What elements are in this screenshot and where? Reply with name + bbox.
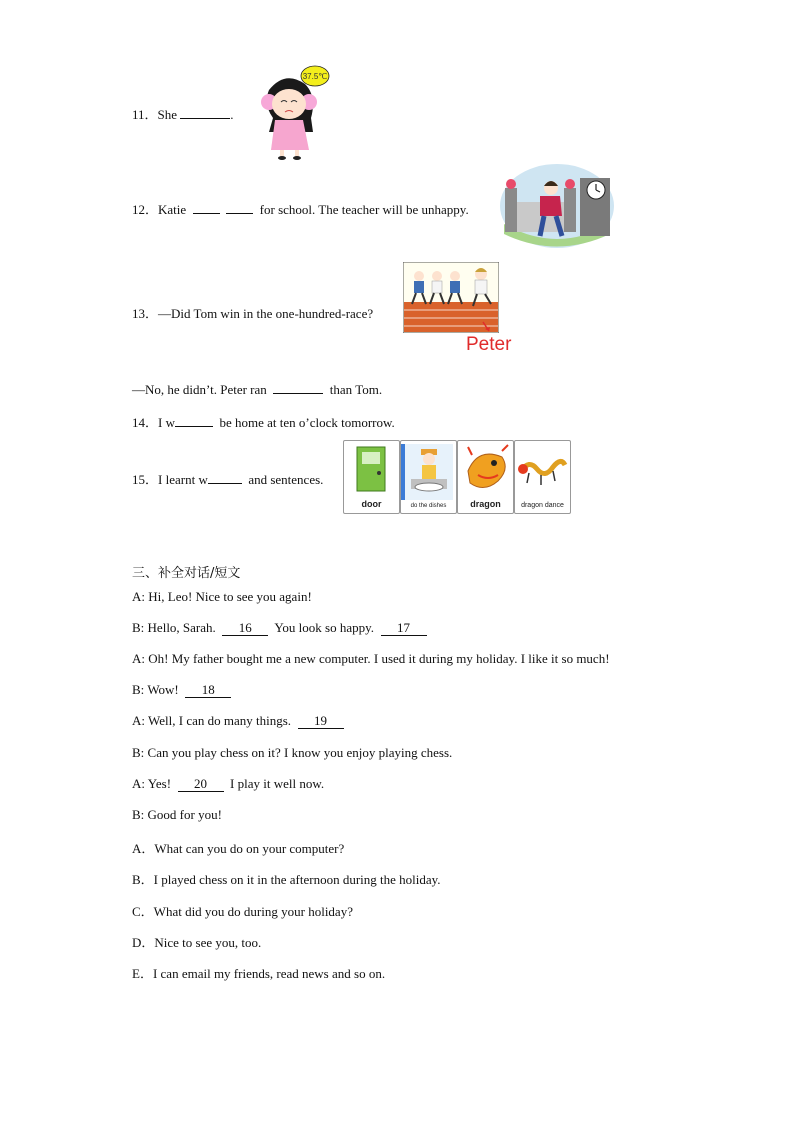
question-number: 14． [132, 415, 159, 430]
speaker-label: A: [132, 589, 145, 604]
speaker-label: B: [132, 682, 145, 697]
speaker-label: B: [132, 620, 145, 635]
option-label: E． [132, 966, 153, 981]
card-label: dragon [470, 499, 501, 509]
question-number: 12． [132, 202, 159, 217]
school-gate-left [505, 188, 517, 232]
left-shoe [278, 156, 286, 160]
period: . [230, 107, 234, 122]
blank-16[interactable]: 16 [222, 621, 268, 636]
blank-18[interactable]: 18 [185, 683, 231, 698]
option-label: A． [132, 841, 155, 856]
dialogue-line-2 [132, 620, 427, 636]
word-card-dragon [457, 440, 514, 514]
question-11 [132, 104, 234, 123]
word-card-do-the-dishes [400, 440, 457, 514]
question-text-end: for school. The teacher will be unhappy. [259, 202, 469, 217]
option-a[interactable] [132, 838, 344, 857]
door-icon [344, 441, 399, 499]
speaker-label: B: [132, 807, 145, 822]
question-text-end: and sentences. [248, 472, 324, 487]
option-e[interactable] [132, 963, 385, 982]
speaker-label: A: [132, 713, 145, 728]
temperature-label: 37.5℃ [302, 72, 328, 81]
question-text: —Did Tom win in the one-hundred-race? [158, 306, 374, 321]
word-card-dragon-dance [514, 440, 571, 514]
option-b[interactable] [132, 869, 441, 888]
section-heading: 三、补全对话/短文 [132, 566, 241, 581]
running-race-illustration [403, 262, 499, 333]
option-text: What did you do during your holiday? [153, 904, 353, 919]
answer-blank[interactable] [208, 471, 242, 484]
dialogue-text: Yes! [147, 776, 172, 791]
blank-17[interactable]: 17 [381, 621, 427, 636]
dialogue-line-1 [132, 589, 312, 605]
answer-text: —No, he didn’t. Peter ran [132, 382, 267, 397]
question-13 [132, 303, 373, 322]
option-text: Nice to see you, too. [154, 935, 262, 950]
answer-blank-2[interactable] [226, 201, 253, 214]
dialogue-text: I play it well now. [230, 776, 325, 791]
question-14 [132, 412, 395, 431]
answer-blank[interactable] [273, 381, 323, 394]
word-card-door [343, 440, 400, 514]
sick-girl-illustration [255, 62, 335, 164]
dialogue-line-7 [132, 776, 324, 792]
dialogue-text: You look so happy. [274, 620, 374, 635]
question-text: She [157, 107, 178, 122]
dialogue-text: Well, I can do many things. [148, 713, 292, 728]
gate-lamp [565, 179, 575, 189]
option-c[interactable] [132, 901, 353, 920]
option-text: I played chess on it in the afternoon during the holiday. [153, 872, 441, 887]
question-text: I w [158, 415, 175, 430]
card-label: door [361, 499, 382, 509]
answer-text-end: than Tom. [329, 382, 383, 397]
dialogue-line-5 [132, 713, 344, 729]
question-text-end: be home at ten o’clock tomorrow. [219, 415, 395, 430]
blank-20[interactable]: 20 [178, 777, 224, 792]
option-label: C． [132, 904, 154, 919]
option-d[interactable] [132, 932, 261, 951]
gate-lamp [506, 179, 516, 189]
dialogue-text: Hello, Sarah. [147, 620, 216, 635]
blank-19[interactable]: 19 [298, 714, 344, 729]
option-label: B． [132, 872, 154, 887]
dialogue-line-4 [132, 682, 231, 698]
question-15 [132, 469, 323, 488]
question-number: 11． [132, 107, 158, 122]
question-text: Katie [158, 202, 187, 217]
right-shoe [293, 156, 301, 160]
speaker-label: B: [132, 745, 145, 760]
answer-blank[interactable] [175, 414, 213, 427]
face [272, 89, 306, 119]
card-label: do the dishes [410, 503, 447, 509]
question-number: 13． [132, 306, 159, 321]
question-text: I learnt w [158, 472, 208, 487]
dialogue-text: Wow! [147, 682, 179, 697]
answer-blank-1[interactable] [193, 201, 220, 214]
option-text: I can email my friends, read news and so on. [152, 966, 386, 981]
right-leg [295, 150, 299, 156]
card-label: dragon dance [521, 502, 564, 509]
question-13-answer [132, 381, 382, 398]
dialogue-text: Hi, Leo! Nice to see you again! [148, 589, 312, 604]
dragon-icon [458, 441, 513, 499]
question-number: 15． [132, 472, 159, 487]
late-for-school-illustration [500, 164, 614, 248]
option-label: D． [132, 935, 155, 950]
left-leg [280, 150, 284, 156]
option-text: What can you do on your computer? [154, 841, 345, 856]
dialogue-text: Good for you! [147, 807, 222, 822]
speaker-label: A: [132, 651, 145, 666]
school-gate-right [564, 188, 576, 232]
dialogue-text: Oh! My father bought me a new computer. I used it during my holiday. I like it so much! [148, 651, 610, 666]
peter-label: Peter [466, 334, 512, 355]
dialogue-line-6 [132, 745, 452, 761]
question-12 [132, 199, 469, 218]
pink-dress [271, 120, 309, 150]
dialogue-line-8 [132, 807, 222, 823]
answer-blank[interactable] [180, 106, 230, 119]
runner-jacket [540, 196, 562, 216]
dialogue-text: Can you play chess on it? I know you enjoy playing chess. [147, 745, 453, 760]
dragon-dance-icon [515, 441, 570, 499]
washing-dishes-icon [401, 441, 456, 503]
track [404, 302, 498, 332]
dialogue-line-3 [132, 651, 610, 667]
speaker-label: A: [132, 776, 145, 791]
